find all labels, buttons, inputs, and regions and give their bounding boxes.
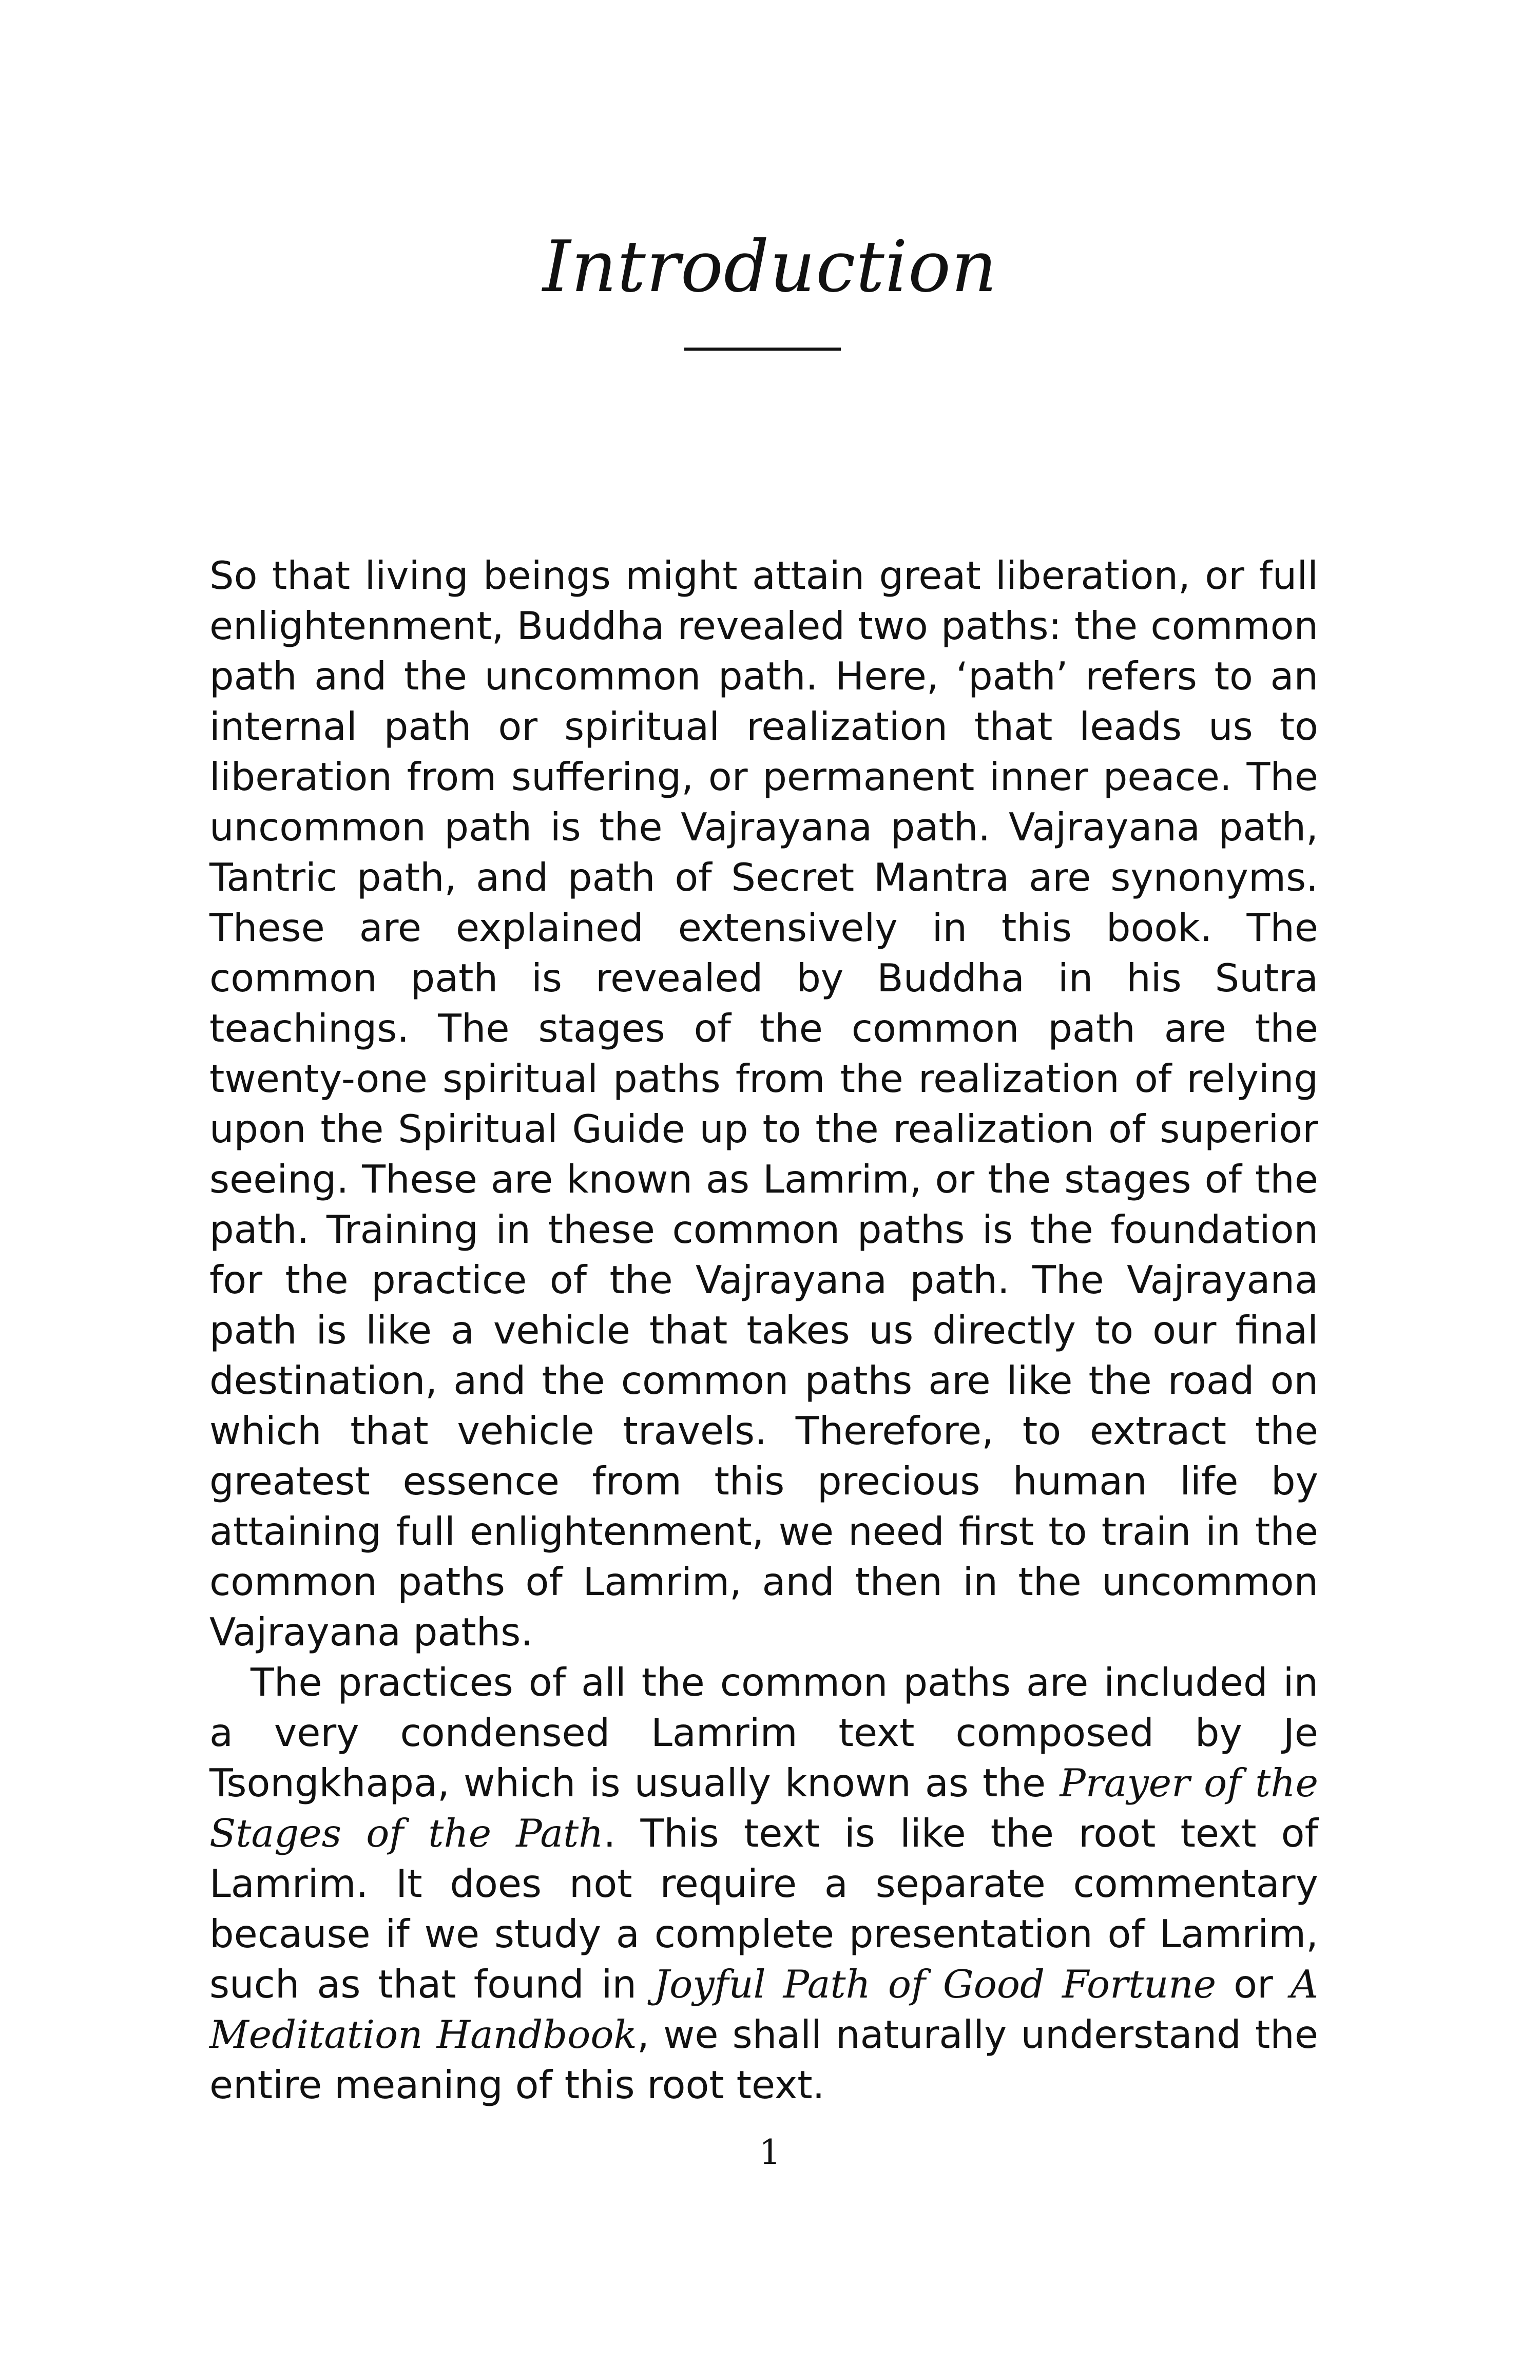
paragraph-2 [209,1657,1318,2110]
paragraph-2-text: . This text is like the root text of Lamrim. It does not require a separate commentary because if we study a complete presentation of Lamrim, such as that found in [209,1811,1318,2007]
book-title-joyful-path: Joyful Path of Good Fortune [654,1962,1217,2007]
chapter-title: Introduction [543,225,997,308]
paragraph-2-text: The practices of all the common paths are included in a very condensed Lamrim text composed by Je Tsongkhapa, which is usually known as the [209,1660,1318,1806]
title-underline-rule [684,348,841,351]
paragraph-1-text: So that living beings might attain great liberation, or full enlightenment, Buddha revealed two paths: the common path and the uncommon path. Here, ‘path’ refers to an internal path or spiritual realization that leads us to liberation from suffering, or permanent inner peace. The uncommon path is the Vajrayana path. Vajrayana path, Tantric path, and path of Secret Mantra are synonyms. These are explained extensively in this book. The common path is revealed by Buddha in his Sutra teachings. The stages of the common path are the twenty-one spiritual paths from the realization of relying upon the Spiritual Guide up to the realization of superior seeing. These are known as Lamrim, or the stages of the path. Training in these common paths is the foundation for the practice of the Vajrayana path. The Vajrayana path is like a vehicle that takes us directly to our final destination, and the common paths are like the road on which that vehicle travels. Therefore, to extract the greatest essence from this precious human life by attaining full enlightenment, we need first to train in the common paths of Lamrim, and then in the uncommon Vajrayana paths. [209,553,1318,1655]
book-title-prayer-of-the-stages: Prayer of the Stages of the Path [209,1760,1318,1856]
body-text [209,550,1318,2110]
paragraph-1 [209,550,1318,1657]
paragraph-2-text: or [1216,1962,1291,2007]
book-title-meditation-handbook: A Meditation Handbook [209,1962,1319,2057]
paragraph-2-text: , we shall naturally understand the entire meaning of this root text. [209,2012,1318,2107]
page-number: 1 [759,2133,781,2172]
